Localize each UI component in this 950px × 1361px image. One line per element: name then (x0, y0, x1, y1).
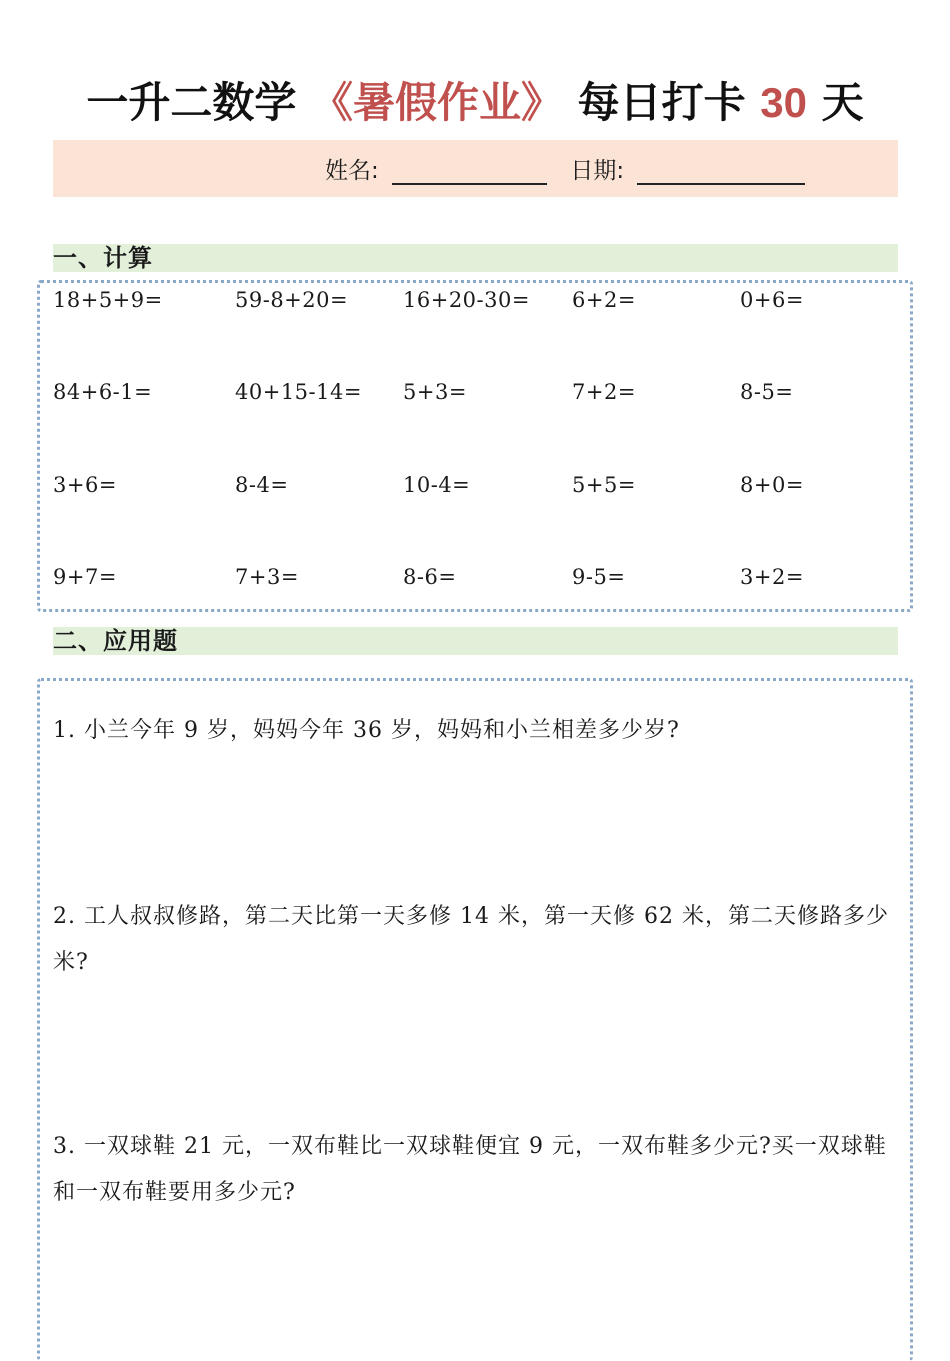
calc-item: 7+3= (235, 565, 299, 589)
calc-item: 10-4= (403, 473, 471, 497)
word-problem: 2. 工人叔叔修路，第二天比第一天多修 14 米，第一天修 62 米，第二天修路多少米? (53, 904, 889, 975)
title-part4: 天 (821, 78, 864, 127)
calc-item: 3+6= (53, 473, 117, 497)
page-title (0, 70, 950, 130)
calc-item: 16+20-30= (403, 288, 530, 312)
word-problem: 1. 小兰今年 9 岁，妈妈今年 36 岁，妈妈和小兰相差多少岁? (53, 718, 680, 743)
date-field[interactable] (637, 157, 805, 185)
calc-item: 8-4= (235, 473, 289, 497)
info-bar (53, 140, 898, 197)
calc-item: 8+0= (740, 473, 804, 497)
word-problem: 3. 一双球鞋 21 元，一双布鞋比一双球鞋便宜 9 元，一双布鞋多少元?买一双球鞋和一双布鞋要用多少元? (53, 1134, 887, 1205)
problems-box (37, 678, 913, 1361)
title-part3: 每日打卡 (577, 78, 746, 127)
calc-item: 8-6= (403, 565, 457, 589)
calc-item: 59-8+20= (235, 288, 349, 312)
calc-item: 5+5= (572, 473, 636, 497)
title-highlight: 《暑假作业》 (311, 78, 564, 127)
calc-item: 6+2= (572, 288, 636, 312)
calc-item: 5+3= (403, 380, 467, 404)
section-heading-calc: 一、计算 (53, 244, 898, 272)
title-number: 30 (760, 79, 807, 126)
date-label: 日期: (570, 158, 625, 184)
section-heading-word-problems: 二、应用题 (53, 627, 898, 655)
calc-item: 3+2= (740, 565, 804, 589)
calc-item: 8-5= (740, 380, 794, 404)
calc-item: 0+6= (740, 288, 804, 312)
calc-item: 9+7= (53, 565, 117, 589)
calc-item: 40+15-14= (235, 380, 362, 404)
calc-item: 84+6-1= (53, 380, 153, 404)
calc-item: 18+5+9= (53, 288, 163, 312)
title-part1: 一升二数学 (86, 78, 297, 127)
calc-item: 9-5= (572, 565, 626, 589)
calc-box (37, 280, 913, 612)
calc-item: 7+2= (572, 380, 636, 404)
name-field[interactable] (392, 157, 547, 185)
name-label: 姓名: (325, 158, 379, 184)
